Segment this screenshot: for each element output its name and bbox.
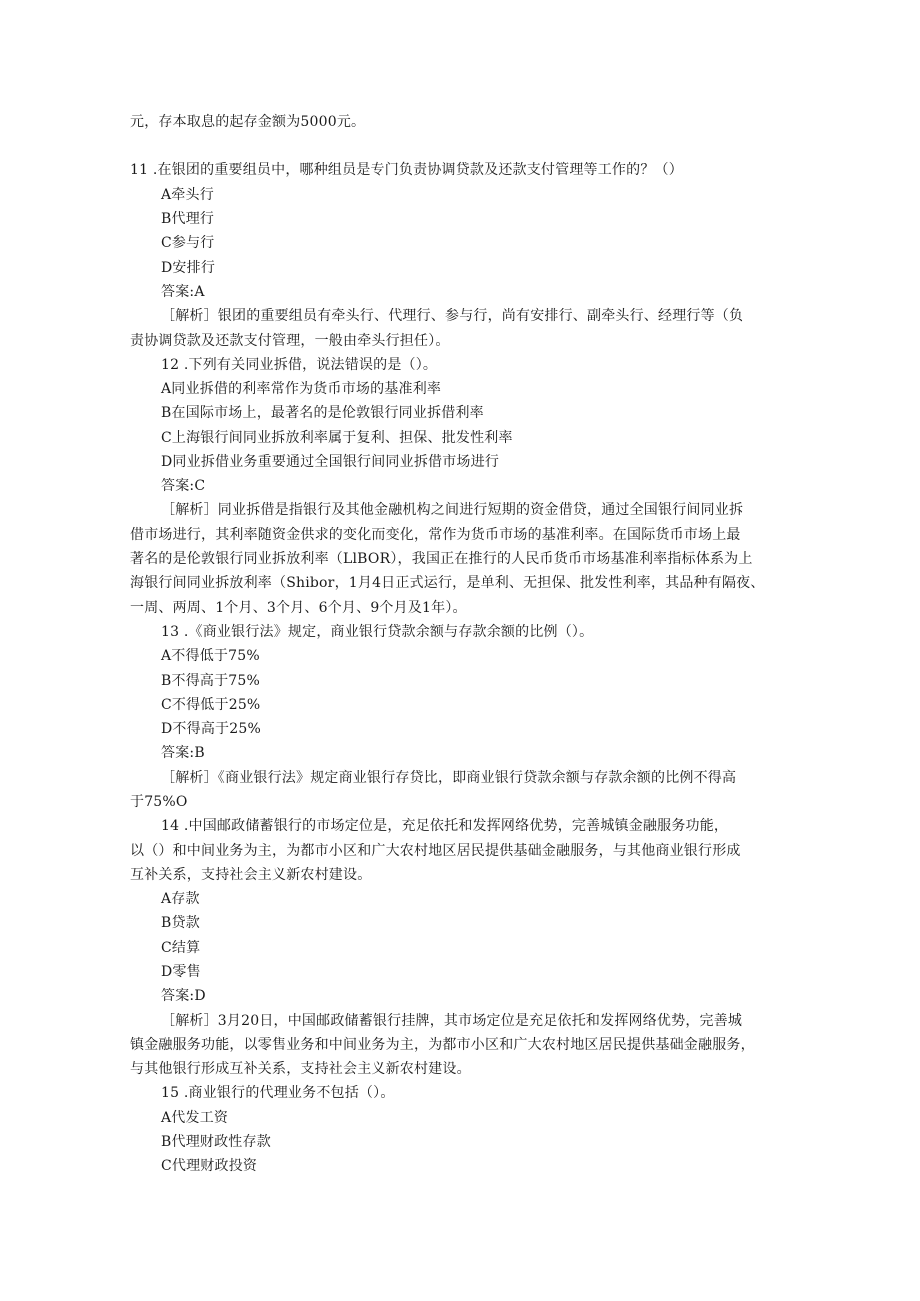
explanation: 海银行间同业拆放利率（Shibor，1月4日正式运行，是单利、无担保、批发性利率，其品种有隔夜、 [130,575,765,591]
option-c: C代理财政投资 [161,1158,258,1174]
option-a: A同业拆借的利率常作为货币市场的基准利率 [161,381,442,397]
answer: 答案:D [161,988,206,1004]
option-c: C不得低于25% [161,697,261,713]
option-d: D零售 [161,964,201,980]
option-a: A牵头行 [161,187,214,203]
explanation: 著名的是伦敦银行同业拆放利率（LlBOR），我国正在推行的人民币货币市场基准利率指标体系为上 [130,551,753,567]
option-c: C参与行 [161,235,215,251]
option-a: A代发工资 [161,1110,229,1126]
explanation: 与其他银行形成互补关系，支持社会主义新农村建设。 [130,1061,471,1077]
explanation: ［解析］3月20日，中国邮政储蓄银行挂牌，其市场定位是充足依托和发挥网络优势，完善城 [161,1013,743,1029]
question-12: 12 .下列有关同业拆借，说法错误的是（）。 [161,357,438,373]
question-14: 互补关系，支持社会主义新农村建设。 [130,867,372,883]
explanation: 镇金融服务功能，以零售业务和中间业务为主，为都市小区和广大农村地区居民提供基础金融服务， [130,1037,755,1053]
explanation: ［解析］银团的重要组员有牵头行、代理行、参与行，尚有安排行、副牵头行、经理行等（负 [161,308,744,324]
option-c: C结算 [161,940,201,956]
answer: 答案:C [161,478,206,494]
option-a: A不得低于75% [161,648,260,664]
question-11: 11 .在银团的重要组员中，哪种组员是专门负责协调贷款及还款支付管理等工作的？（） [130,162,683,178]
text-line: 元，存本取息的起存金额为5000元。 [130,114,366,130]
option-b: B在国际市场上，最著名的是伦敦银行同业拆借利率 [161,405,484,421]
question-15: 15 .商业银行的代理业务不包括（）。 [161,1085,395,1101]
option-d: D不得高于25% [161,721,261,737]
option-b: B代理行 [161,211,215,227]
option-b: B不得高于75% [161,673,261,689]
explanation: 于75%O [130,794,188,810]
answer: 答案:B [161,745,205,761]
option-a: A存款 [161,891,200,907]
explanation: 借市场进行，其利率随资金供求的变化而变化，常作为货币市场的基准利率。在国际货币市场上最 [130,527,741,543]
option-b: B代理财政性存款 [161,1134,271,1150]
question-13: 13 .《商业银行法》规定，商业银行贷款余额与存款余额的比例（）。 [161,624,594,640]
option-b: B贷款 [161,915,200,931]
explanation: 责协调贷款及还款支付管理，一般由牵头行担任）。 [130,333,450,349]
question-14: 14 .中国邮政储蓄银行的市场定位是，充足依托和发挥网络优势，完善城镇金融服务功能， [161,818,729,834]
option-d: D同业拆借业务重要通过全国银行间同业拆借市场进行 [161,454,500,470]
option-d: D安排行 [161,260,216,276]
explanation: 一周、两周、1个月、3个月、6个月、9个月及1年）。 [130,600,467,616]
explanation: ［解析］同业拆借是指银行及其他金融机构之间进行短期的资金借贷，通过全国银行间同业拆 [161,502,744,518]
question-14: 以（）和中间业务为主，为都市小区和广大农村地区居民提供基础金融服务，与其他商业银行形成 [130,843,741,859]
answer: 答案:A [161,284,205,300]
option-c: C上海银行间同业拆放利率属于复利、担保、批发性利率 [161,430,513,446]
explanation: ［解析］《商业银行法》规定商业银行存贷比，即商业银行贷款余额与存款余额的比例不得高 [161,770,737,786]
